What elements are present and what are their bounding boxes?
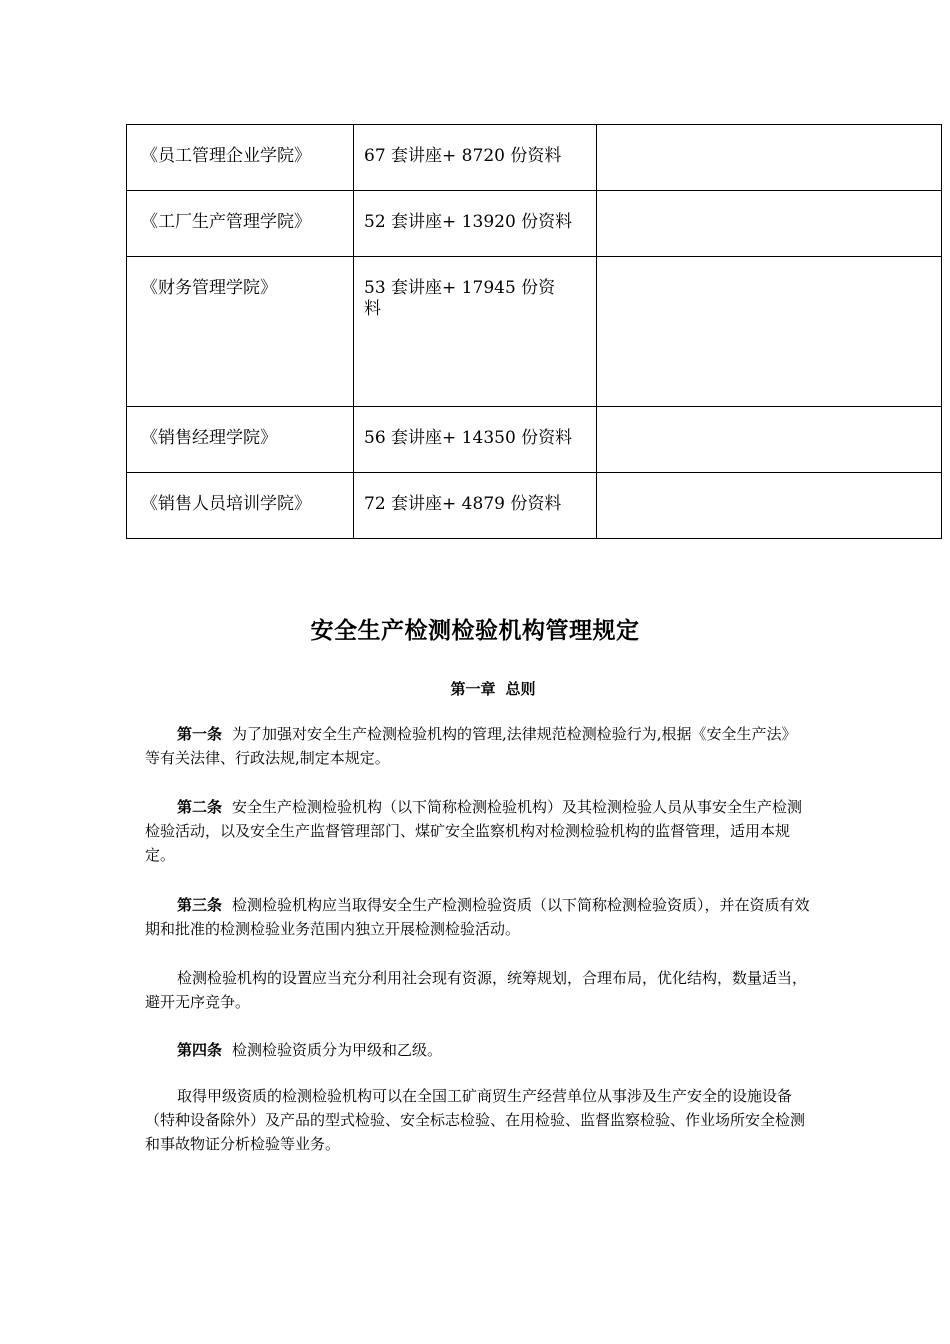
course-note-cell	[597, 191, 942, 257]
course-note-cell	[597, 407, 942, 473]
article-text: 为了加强对安全生产检测检验机构的管理,法律规范检测检验行为,根据《安全生产法》等有关法律、行政法规,制定本规定。	[145, 725, 797, 767]
paragraph-text: 检测检验机构的设置应当充分利用社会现有资源，统筹规划，合理布局，优化结构，数量适当，避开无序竞争。	[145, 969, 808, 1011]
chapter-name: 总则	[505, 680, 536, 698]
course-name-cell: 《员工管理企业学院》	[127, 125, 354, 191]
resources-table-wrapper	[126, 124, 942, 539]
paragraph-text: 取得甲级资质的检测检验机构可以在全国工矿商贸生产经营单位从事涉及生产安全的设施设备（特种设备除外）及产品的型式检验、安全标志检验、在用检验、监督监察检验、作业场所安全检测和事故物证分析检验等业务。	[145, 1087, 806, 1153]
article-paragraph	[145, 722, 811, 770]
article-number: 第三条	[177, 896, 223, 914]
course-note-cell	[597, 125, 942, 191]
article-paragraph	[145, 795, 811, 867]
table-row	[127, 257, 942, 407]
chapter-heading	[0, 678, 950, 699]
article-paragraph	[145, 893, 811, 941]
chapter-number: 第一章	[450, 680, 496, 698]
table-row	[127, 407, 942, 473]
course-name-cell: 《销售人员培训学院》	[127, 473, 354, 539]
body-paragraph	[145, 966, 811, 1014]
article-number: 第四条	[177, 1041, 223, 1059]
table-row	[127, 191, 942, 257]
body-paragraph	[145, 1084, 811, 1156]
article-paragraph	[145, 1038, 811, 1062]
article-text: 检测检验资质分为甲级和乙级。	[232, 1041, 443, 1059]
course-detail-cell: 72 套讲座+ 4879 份资料	[354, 473, 597, 539]
course-note-cell	[597, 257, 942, 407]
course-detail-line: 53 套讲座+ 17945 份资	[364, 278, 556, 298]
course-name-cell: 《工厂生产管理学院》	[127, 191, 354, 257]
course-detail-line-wrap: 料	[364, 299, 381, 319]
article-number: 第一条	[177, 725, 223, 743]
article-number: 第二条	[177, 798, 223, 816]
course-detail-cell: 52 套讲座+ 13920 份资料	[354, 191, 597, 257]
table-row	[127, 125, 942, 191]
course-detail-cell	[354, 257, 597, 407]
table-row	[127, 473, 942, 539]
article-text: 检测检验机构应当取得安全生产检测检验资质（以下简称检测检验资质），并在资质有效期和批准的检测检验业务范围内独立开展检测检验活动。	[145, 896, 810, 938]
course-detail-cell: 67 套讲座+ 8720 份资料	[354, 125, 597, 191]
course-name-cell: 《销售经理学院》	[127, 407, 354, 473]
document-title: 安全生产检测检验机构管理规定	[310, 618, 640, 644]
resources-table	[126, 124, 942, 539]
course-name-cell: 《财务管理学院》	[127, 257, 354, 407]
course-detail-cell: 56 套讲座+ 14350 份资料	[354, 407, 597, 473]
course-note-cell	[597, 473, 942, 539]
article-text: 安全生产检测检验机构（以下简称检测检验机构）及其检测检验人员从事安全生产检测检验活动，以及安全生产监督管理部门、煤矿安全监察机构对检测检验机构的监督管理，适用本规定。	[145, 798, 803, 864]
